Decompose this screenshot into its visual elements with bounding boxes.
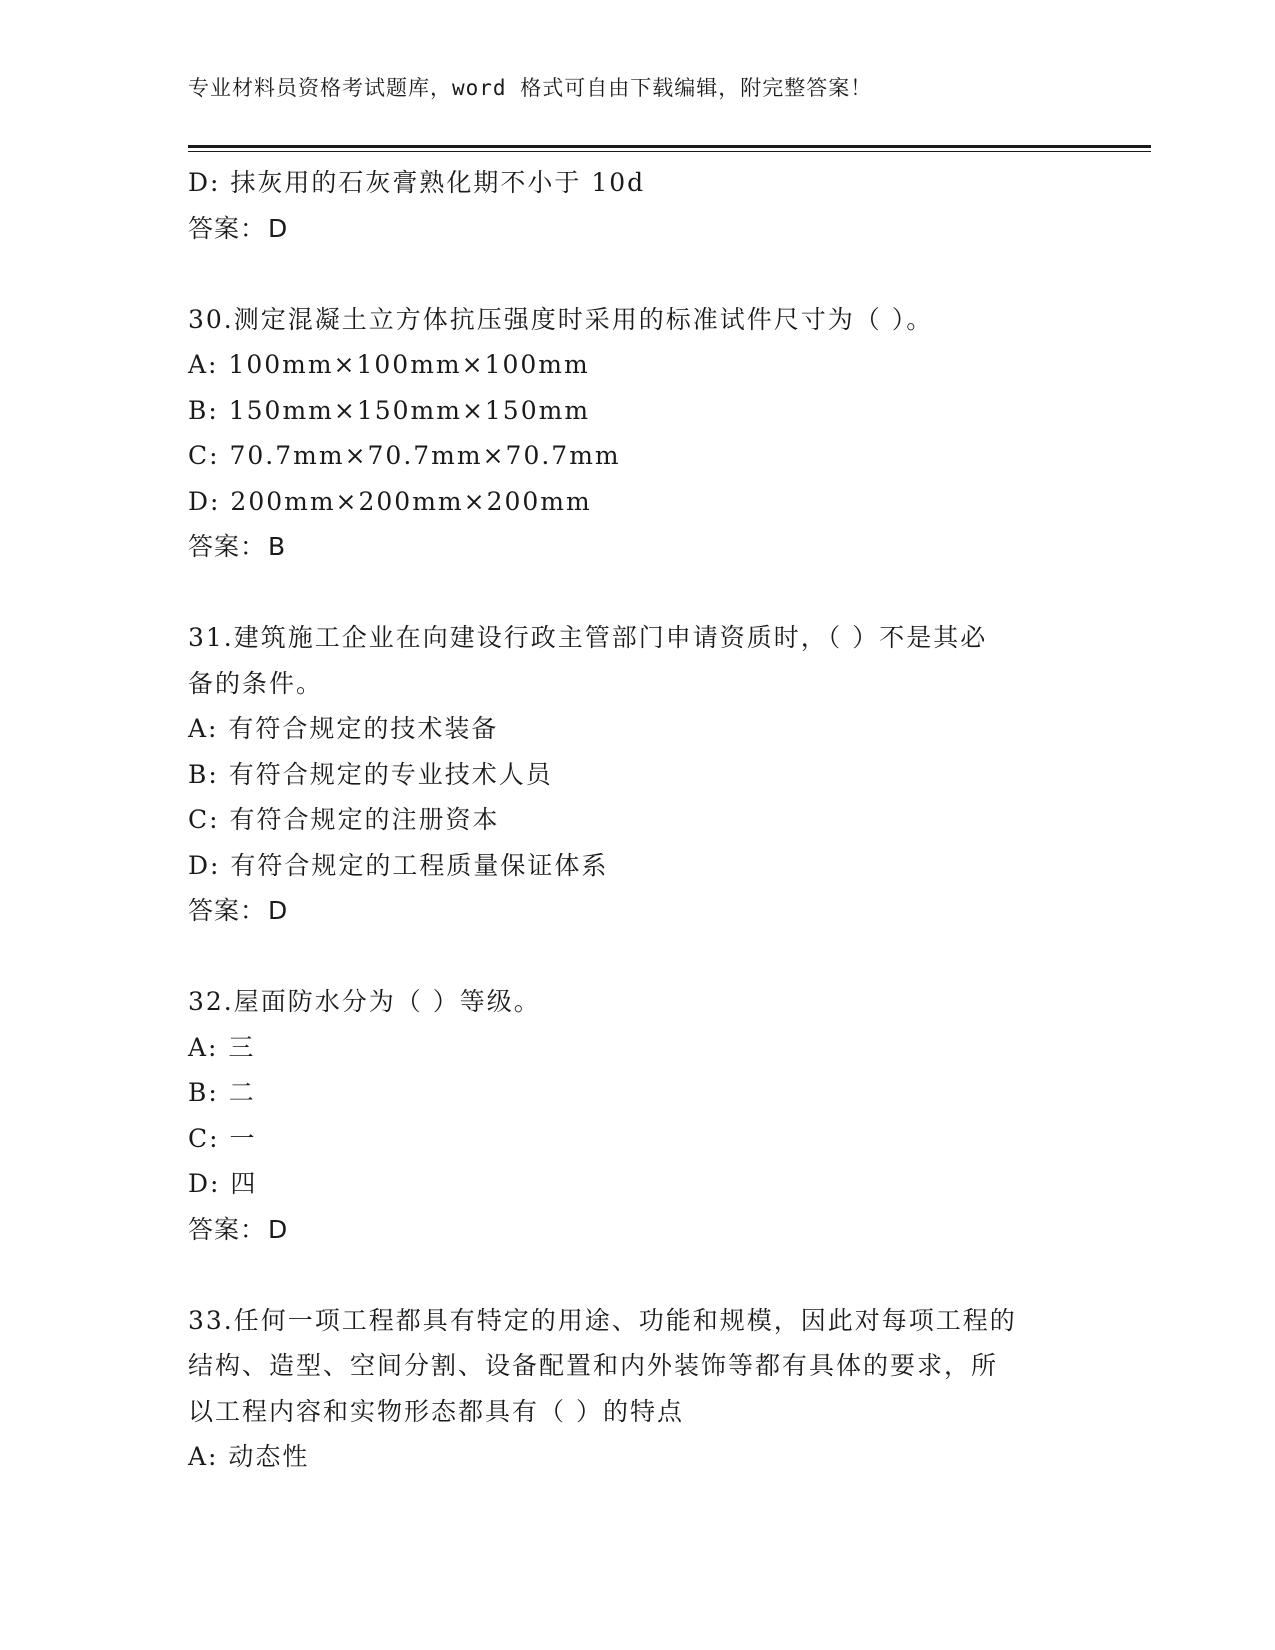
answer-label: 答案： — [188, 532, 267, 561]
question-31-option-d: D: 有符合规定的工程质量保证体系 — [188, 850, 609, 880]
stem-line: 备的条件。 — [188, 668, 324, 698]
prev-option-d: D: 抹灰用的石灰膏熟化期不小于 10d — [188, 168, 646, 197]
question-32-option-c: C: 一 — [188, 1123, 257, 1153]
stem-line: 33.任何一项工程都具有特定的用途、功能和规模，因此对每项工程的 — [188, 1305, 1017, 1335]
question-32-answer — [188, 1207, 1088, 1253]
question-30-option-d: D: 200mm×200mm×200mm — [188, 486, 592, 516]
question-30-stem — [188, 297, 1068, 343]
question-31-option-c: C: 有符合规定的注册资本 — [188, 805, 500, 834]
header-rule-thick — [188, 145, 1151, 148]
prev-answer — [188, 206, 1088, 252]
answer-label: 答案： — [188, 896, 267, 925]
question-33-stem — [188, 1298, 1068, 1435]
answer-value: D — [268, 896, 289, 925]
question-list — [188, 160, 1088, 1480]
question-33-option-a: A: 动态性 — [188, 1442, 310, 1471]
question-32-stem — [188, 979, 1068, 1025]
question-30-option-b: B: 150mm×150mm×150mm — [188, 395, 591, 425]
question-30-option-a: A: 100mm×100mm×100mm — [188, 350, 590, 379]
header-rule-thin — [188, 151, 1151, 152]
stem-line: 30.测定混凝土立方体抗压强度时采用的标准试件尺寸为（ ）。 — [188, 304, 934, 334]
question-32-option-b: B: 二 — [188, 1078, 256, 1107]
stem-line: 31.建筑施工企业在向建设行政主管部门申请资质时，（ ）不是其必 — [188, 623, 988, 652]
question-31-option-b: B: 有符合规定的专业技术人员 — [188, 759, 553, 789]
stem-line: 结构、造型、空间分割、设备配置和内外装饰等都有具体的要求，所 — [188, 1351, 999, 1380]
answer-value: D — [268, 1214, 289, 1244]
stem-line: 以工程内容和实物形态都具有（ ）的特点 — [188, 1396, 684, 1426]
answer-value: D — [268, 213, 289, 243]
question-32-option-d: D: 四 — [188, 1169, 258, 1198]
answer-value: B — [268, 532, 287, 561]
question-30-option-c: C: 70.7mm×70.7mm×70.7mm — [188, 441, 621, 470]
question-32-option-a: A: 三 — [188, 1032, 256, 1062]
page-header: 专业材料员资格考试题库，word 格式可自由下载编辑，附完整答案！ — [188, 76, 873, 100]
stem-line: 32.屋面防水分为（ ）等级。 — [188, 987, 541, 1016]
question-31-option-a: A: 有符合规定的技术装备 — [188, 714, 499, 743]
question-31-stem — [188, 615, 1068, 706]
answer-label: 答案： — [188, 213, 267, 243]
answer-label: 答案： — [188, 1214, 267, 1244]
question-30-answer — [188, 524, 1088, 570]
question-31-answer — [188, 888, 1088, 934]
